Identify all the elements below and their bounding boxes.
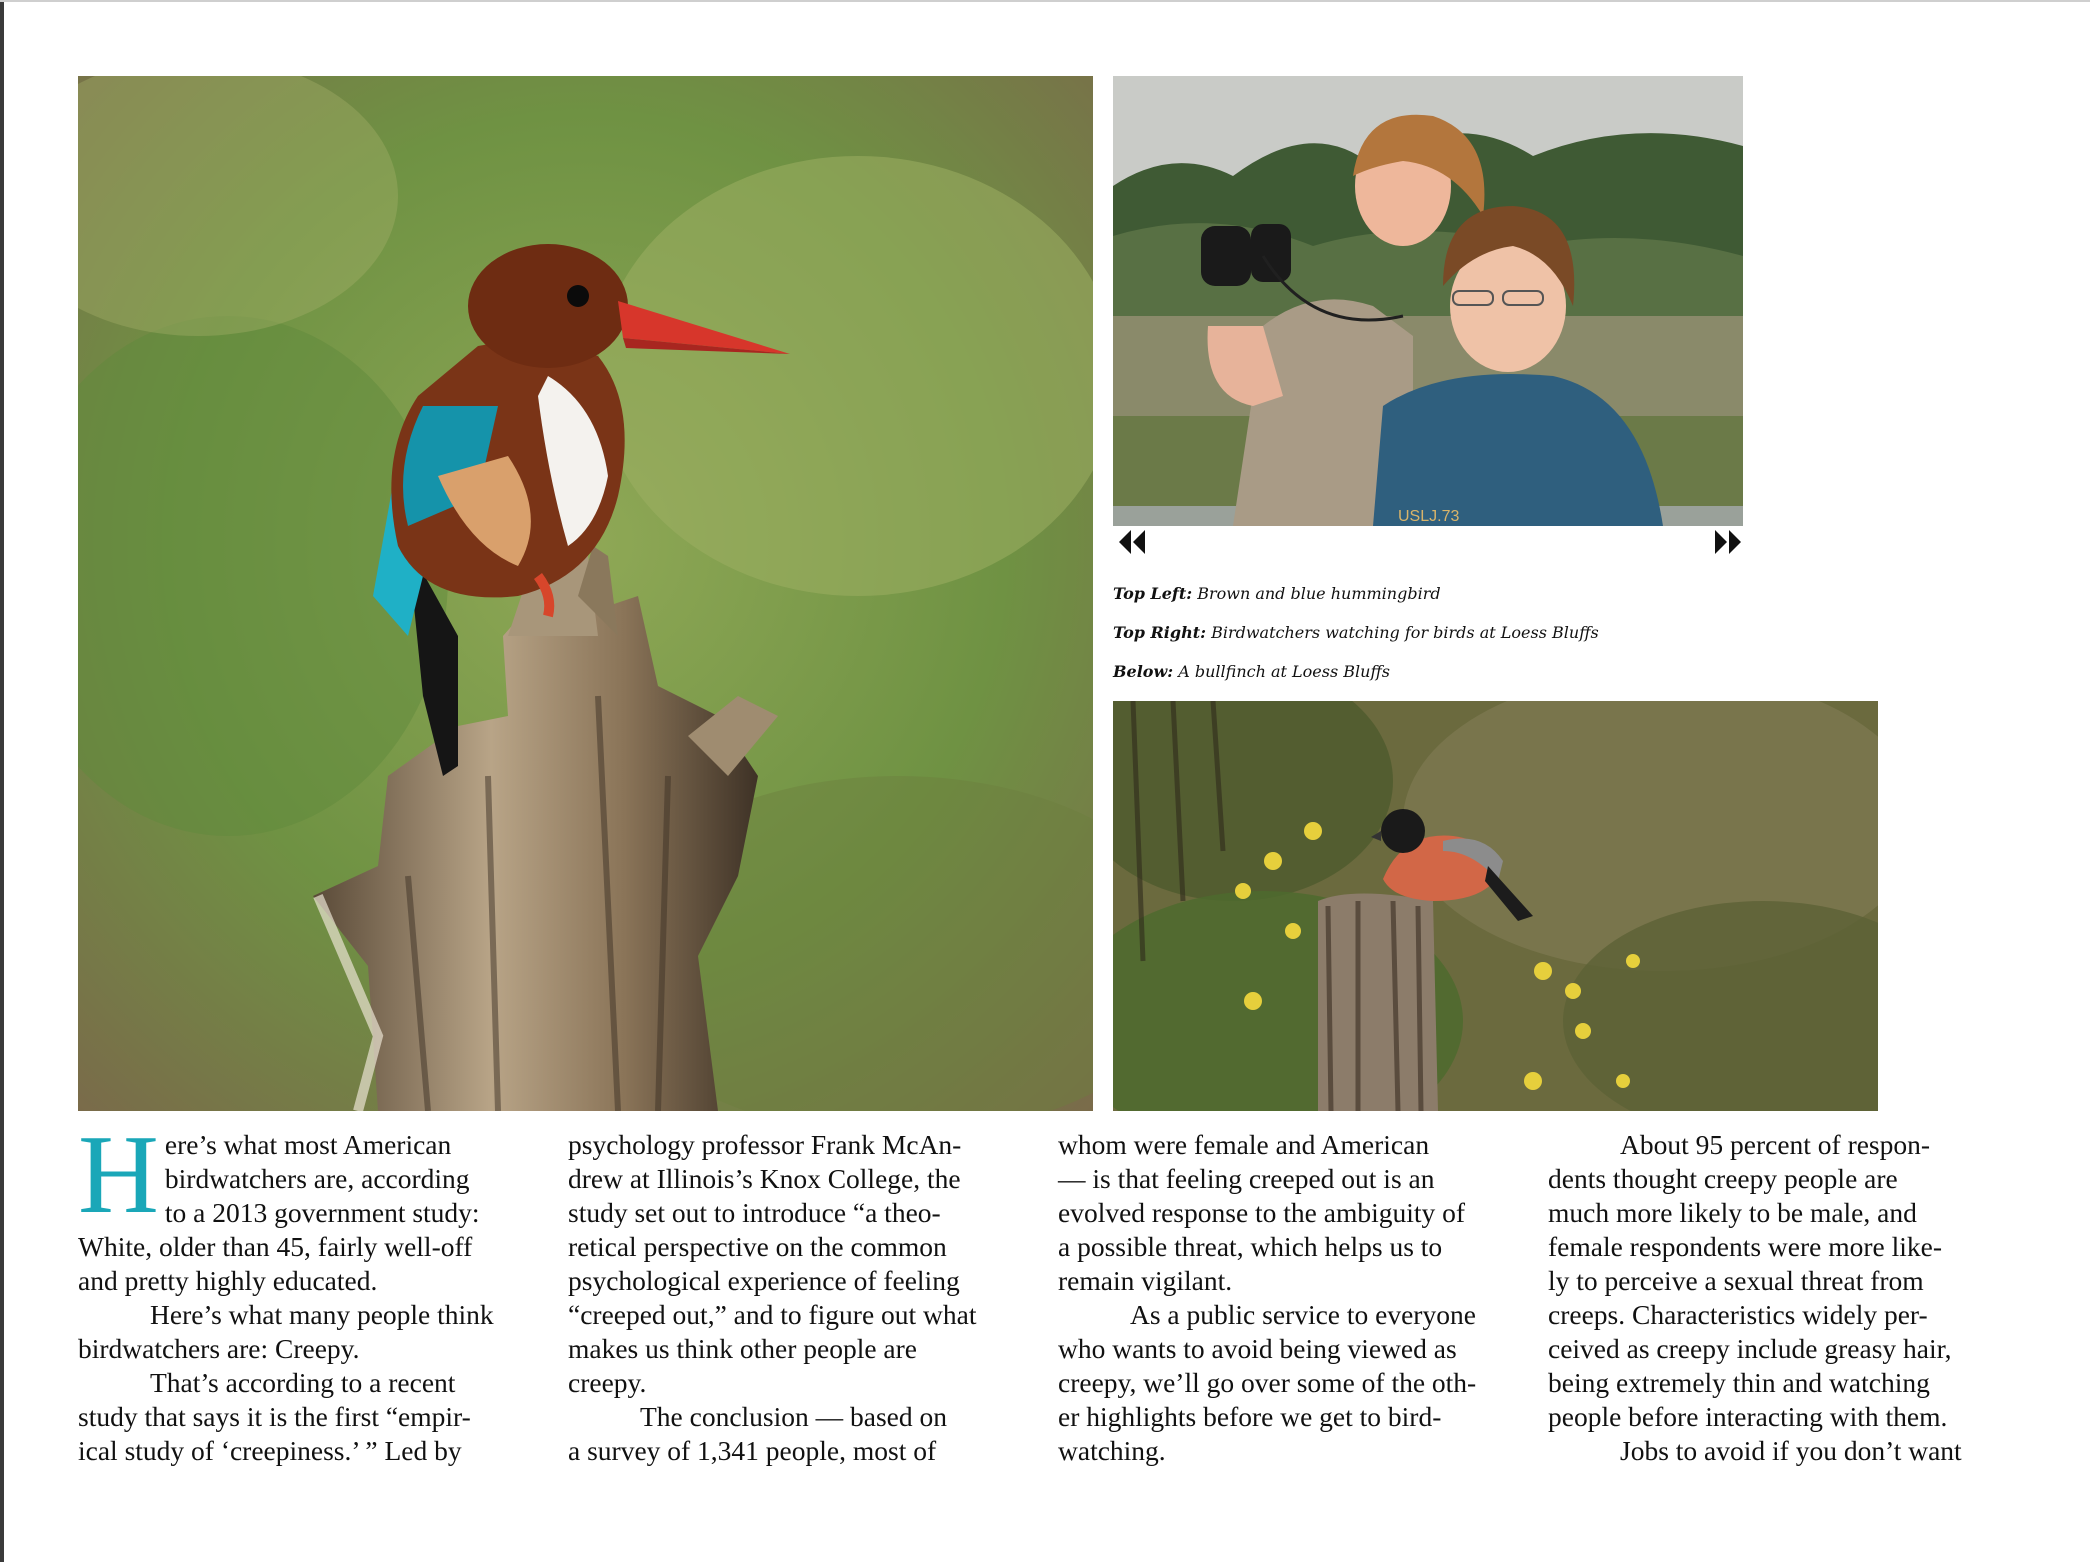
paragraph	[78, 1298, 548, 1366]
paragraph	[568, 1128, 1038, 1400]
text-line: a survey of 1,341 people, most of	[568, 1435, 937, 1466]
text-line: a possible threat, which helps us to	[1058, 1231, 1443, 1262]
article-column-2	[568, 1128, 1038, 1468]
bullfinch-photo	[1113, 701, 1878, 1111]
article-column-3	[1058, 1128, 1528, 1468]
text-line: birdwatchers are, according	[164, 1163, 470, 1194]
text-line: psychological experience of feeling	[568, 1265, 960, 1296]
text-line: ceived as creepy include greasy hair,	[1548, 1333, 1952, 1364]
text-line: As a public service to everyone	[1130, 1299, 1476, 1330]
article-column-1	[78, 1113, 548, 1468]
paragraph	[568, 1400, 1038, 1468]
paragraph	[78, 1366, 548, 1468]
text-line: ical study of ‘creepiness.’ ” Led by	[78, 1435, 462, 1466]
text-line: ly to perceive a sexual threat from	[1548, 1265, 1924, 1296]
text-line: psychology professor Frank McAn-	[568, 1129, 962, 1160]
caption-label: Below:	[1113, 662, 1174, 681]
birders-photo	[1113, 76, 1743, 526]
birders-illustration	[1113, 76, 1743, 526]
text-line: Here’s what many people think	[150, 1299, 494, 1330]
fast-forward-icon	[1712, 527, 1744, 557]
text-line: remain vigilant.	[1058, 1265, 1233, 1296]
text-line: makes us think other people are	[568, 1333, 917, 1364]
text-line: whom were female and American	[1058, 1129, 1430, 1160]
drop-cap: H	[78, 1113, 159, 1237]
text-line: ere’s what most American	[164, 1129, 452, 1160]
text-line: er highlights before we get to bird-	[1058, 1401, 1442, 1432]
text-line: people before interacting with them.	[1548, 1401, 1948, 1432]
next-photo-button[interactable]	[1712, 527, 1744, 557]
text-line: being extremely thin and watching	[1548, 1367, 1930, 1398]
text-line: creepy.	[568, 1367, 647, 1398]
text-line: The conclusion — based on	[640, 1401, 948, 1432]
text-line: birdwatchers are: Creepy.	[78, 1333, 360, 1364]
text-line: to a 2013 government study:	[164, 1197, 480, 1228]
paragraph	[78, 1113, 548, 1298]
page-top-edge	[0, 0, 2090, 2]
shirt-text: USLJ.73	[1398, 508, 1460, 525]
article-column-4	[1548, 1128, 2018, 1468]
text-line: watching.	[1058, 1435, 1166, 1466]
text-line: — is that feeling creeped out is an	[1058, 1163, 1435, 1194]
text-line: That’s according to a recent	[150, 1367, 456, 1398]
kingfisher-illustration	[78, 76, 1093, 1111]
caption-text: Birdwatchers watching for birds at Loess Bluffs	[1211, 623, 1599, 642]
text-line: and pretty highly educated.	[78, 1265, 378, 1296]
text-line: retical perspective on the common	[568, 1231, 947, 1262]
caption-label: Top Right:	[1113, 623, 1206, 642]
rewind-icon	[1116, 527, 1148, 557]
paragraph	[1058, 1298, 1528, 1468]
previous-photo-button[interactable]	[1116, 527, 1148, 557]
text-line: much more likely to be male, and	[1548, 1197, 1917, 1228]
text-line: creepy, we’ll go over some of the oth-	[1058, 1367, 1477, 1398]
bullfinch-illustration	[1113, 701, 1878, 1111]
text-line: female respondents were more like-	[1548, 1231, 1942, 1262]
text-line: “creeped out,” and to figure out what	[568, 1299, 977, 1330]
text-line: White, older than 45, fairly well-off	[78, 1231, 473, 1262]
text-line: Jobs to avoid if you don’t want	[1620, 1435, 1962, 1466]
paragraph	[1548, 1434, 2018, 1468]
text-line: study that says it is the first “empir-	[78, 1401, 471, 1432]
caption-label: Top Left:	[1113, 584, 1193, 603]
text-line: About 95 percent of respon-	[1620, 1129, 1931, 1160]
text-line: who wants to avoid being viewed as	[1058, 1333, 1457, 1364]
text-line: creeps. Characteristics widely per-	[1548, 1299, 1928, 1330]
caption-below	[1113, 662, 1813, 682]
text-line: dents thought creepy people are	[1548, 1163, 1898, 1194]
caption-text: Brown and blue hummingbird	[1197, 584, 1441, 603]
paragraph	[1548, 1128, 2018, 1434]
caption-top-right	[1113, 623, 1813, 643]
text-line: evolved response to the ambiguity of	[1058, 1197, 1466, 1228]
text-line: drew at Illinois’s Knox College, the	[568, 1163, 961, 1194]
text-line: study set out to introduce “a theo-	[568, 1197, 941, 1228]
paragraph	[1058, 1128, 1528, 1298]
page-left-edge	[0, 0, 4, 1562]
caption-text: A bullfinch at Loess Bluffs	[1178, 662, 1390, 681]
kingfisher-photo	[78, 76, 1093, 1111]
caption-top-left	[1113, 584, 1813, 604]
